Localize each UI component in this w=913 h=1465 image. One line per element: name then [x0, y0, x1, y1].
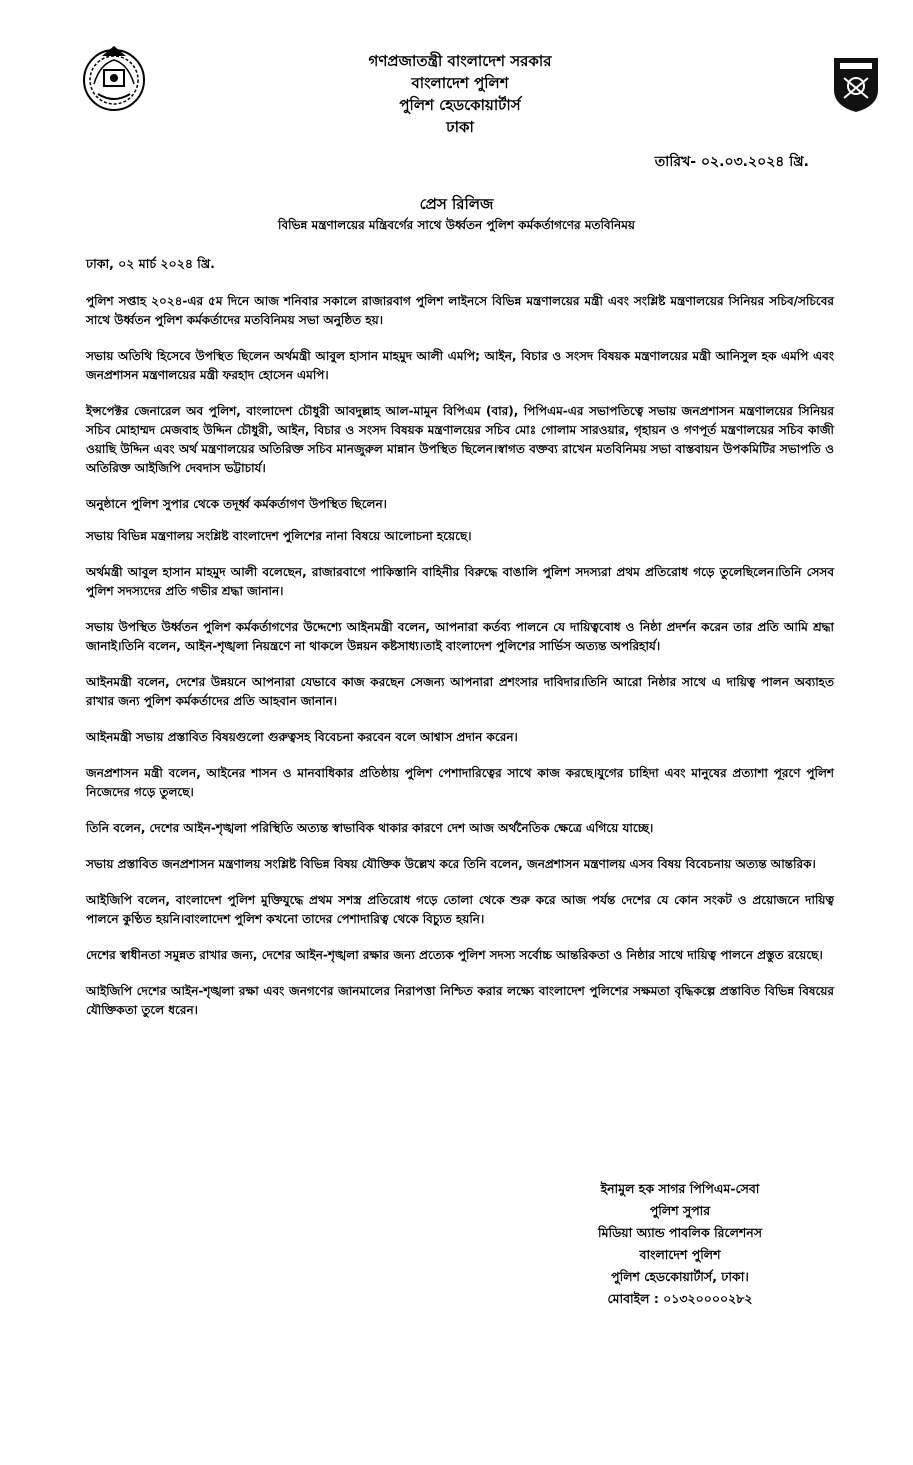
paragraph: সভায় প্রস্তাবিত জনপ্রশাসন মন্ত্রণালয় সংশ্লিষ্ট বিভিন্ন বিষয় যৌক্তিক উল্লেখ করে তিনি বলেন, জনপ্রশাসন মন্ত্রণালয় এসব বিষয় বিবেচনায় অত্যন্ত আন্তরিক।	[86, 857, 816, 871]
signatory-mobile: মোবাইল : ০১৩২০০০০২৮২	[607, 1291, 753, 1306]
paragraph: আইজিপি দেশের আইন-শৃঙ্খলা রক্ষা এবং জনগণের জানমালের নিরাপত্তা নিশ্চিত করার লক্ষ্যে বাংলাদেশ পুলিশের সক্ষমতা বৃদ্ধিকল্পে প্রস্তাবিত বিভিন্ন বিষয়ের যৌক্তিকতা তুলে ধরেন।	[86, 984, 834, 1017]
police-emblem-icon	[80, 44, 148, 112]
paragraph: জনপ্রশাসন মন্ত্রী বলেন, আইনের শাসন ও মানবাধিকার প্রতিষ্ঠায় পুলিশ পেশাদারিত্বের সাথে কাজ করছে।যুগের চাহিদা এবং মানুষের প্রত্যাশা পূরণে পুলিশ নিজেদের গড়ে তুলছে।	[86, 766, 834, 799]
document-title: প্রেস রিলিজ	[419, 195, 494, 213]
signatory-designation: পুলিশ সুপার	[649, 1203, 711, 1218]
paragraph: আইনমন্ত্রী বলেন, দেশের উন্নয়নে আপনারা যেভাবে কাজ করছেন সেজন্য আপনারা প্রশংসার দাবিদার।তিনি আরো নিষ্ঠার সাথে এ দায়িত্ব পালন অব্যাহত রাখার জন্য পুলিশ কর্মকর্তাদের প্রতি আহবান জানান।	[86, 675, 834, 708]
paragraph: অর্থমন্ত্রী আবুল হাসান মাহমুদ আলী বলেছেন, রাজারবাগে পাকিস্তানি বাহিনীর বিরুদ্ধে বাঙালি পুলিশ সদস্যরা প্রথম প্রতিরোধ গড়ে তুলেছিলেন।তিনি সেসব পুলিশ সদস্যদের প্রতি গভীর শ্রদ্ধা জানান।	[86, 565, 834, 598]
paragraph: সভায় উপস্থিত উর্ধ্বতন পুলিশ কর্মকর্তাগণের উদ্দেশ্যে আইনমন্ত্রী বলেন, আপনারা কর্তব্য পালনে যে দায়িত্ববোধ ও নিষ্ঠা প্রদর্শন করেন তার প্রতি আমি শ্রদ্ধা জানাই।তিনি বলেন, আইন-শৃঙ্খলা নিয়ন্ত্রণে না থাকলে উন্নয়ন কষ্টসাধ্য।তাই বাংলাদেশ পুলিশের সার্ভিস অত্যন্ত অপরিহার্য।	[86, 620, 834, 653]
paragraph: পুলিশ সপ্তাহ ২০২৪-এর ৫ম দিনে আজ শনিবার সকালে রাজারবাগ পুলিশ লাইনসে বিভিন্ন মন্ত্রণালয়ের মন্ত্রী এবং সংশ্লিষ্ট মন্ত্রণালয়ের সিনিয়র সচিব/সচিবের সাথে উর্ধ্বতন পুলিশ কর্মকর্তাদের মতবিনিময় সভা অনুষ্ঠিত হয়।	[86, 294, 834, 327]
signatory-office: পুলিশ হেডকোয়ার্টার্স, ঢাকা।	[611, 1269, 749, 1284]
letterhead-line-headquarters: পুলিশ হেডকোয়ার্টার্স	[399, 96, 521, 114]
signature-block	[560, 1178, 800, 1310]
paragraph: আইনমন্ত্রী সভায় প্রস্তাবিত বিষয়গুলো গুরুত্বসহ বিবেচনা করবেন বলে আশ্বাস প্রদান করেন।	[86, 730, 518, 744]
paragraph: সভায় বিভিন্ন মন্ত্রণালয় সংশ্লিষ্ট বাংলাদেশ পুলিশের নানা বিষয়ে আলোচনা হয়েছে।	[86, 529, 472, 543]
paragraph: আইজিপি বলেন, বাংলাদেশ পুলিশ মুক্তিযুদ্ধে প্রথম সশস্ত্র প্রতিরোধ গড়ে তোলা থেকে শুরু করে আজ পর্যন্ত দেশের যে কোন সংকট ও প্রয়োজনে দায়িত্ব পালনে কুণ্ঠিত হয়নি।বাংলাদেশ পুলিশ কখনো তাদের পেশাদারিত্ব থেকে বিচ্যুত হয়নি।	[86, 893, 834, 926]
paragraph: সভায় অতিথি হিসেবে উপস্থিত ছিলেন অর্থমন্ত্রী আবুল হাসান মাহমুদ আলী এমপি; আইন, বিচার ও সংসদ বিষয়ক মন্ত্রণালয়ের মন্ত্রী আনিসুল হক এমপি এবং জনপ্রশাসন মন্ত্রণালয়ের মন্ত্রী ফরহাদ হোসেন এমপি।	[86, 349, 834, 382]
letterhead-line-government: গণপ্রজাতন্ত্রী বাংলাদেশ সরকার	[368, 52, 552, 70]
letterhead-line-city: ঢাকা	[446, 118, 474, 136]
paragraph: অনুষ্ঠানে পুলিশ সুপার থেকে তদূর্ধ্ব কর্মকর্তাগণ উপস্থিত ছিলেন।	[86, 497, 387, 511]
release-body	[86, 292, 834, 1037]
police-shield-icon	[832, 56, 880, 114]
paragraph: দেশের স্বাধীনতা সমুন্নত রাখার জন্য, দেশের আইন-শৃঙ্খলা রক্ষার জন্য প্রত্যেক পুলিশ সদস্য সর্বোচ্চ আন্তরিকতা ও নিষ্ঠার সাথে দায়িত্ব পালনে প্রস্তুত রয়েছে।	[86, 948, 823, 962]
dateline: ঢাকা, ০২ মার্চ ২০২৪ খ্রি.	[86, 256, 215, 271]
paragraph: ইন্সপেক্টর জেনারেল অব পুলিশ, বাংলাদেশ চৌধুরী আবদুল্লাহ আল-মামুন বিপিএম (বার), পিপিএম-এর সভাপতিত্বে সভায় জনপ্রশাসন মন্ত্রণালয়ের সিনিয়র সচিব মোহাম্মদ মেজবাহ উদ্দিন চৌধুরী, আইন, বিচার ও সংসদ বিষয়ক মন্ত্রণালয়ের সচিব মোঃ গোলাম সারওয়ার, গৃহায়ন ও গণপূর্ত মন্ত্রণালয়ের সচিব কাজী ওয়াছি উদ্দিন এবং অর্থ মন্ত্রণালয়ের অতিরিক্ত সচিব মানজুরুল মান্নান উপস্থিত ছিলেন।স্বাগত বক্তব্য রাখেন মতবিনিময় সভা বাস্তবায়ন উপকমিটির সভাপতি ও অতিরিক্ত আইজিপি দেবদাস ভট্টাচার্য।	[86, 404, 834, 475]
letterhead-line-police: বাংলাদেশ পুলিশ	[411, 74, 509, 92]
document-subtitle: বিভিন্ন মন্ত্রণালয়ের মন্ত্রিবর্গের সাথে উর্ধ্বতন পুলিশ কর্মকর্তাগণের মতবিনিময়	[278, 218, 635, 232]
letterhead	[250, 50, 670, 138]
paragraph: তিনি বলেন, দেশের আইন-শৃঙ্খলা পরিস্থিতি অত্যন্ত স্বাভাবিক থাকার কারণে দেশ আজ অর্থনৈতিক ক্ষেত্রে এগিয়ে যাচ্ছে।	[86, 821, 654, 835]
signatory-organization: বাংলাদেশ পুলিশ	[639, 1247, 721, 1262]
issue-date: তারিখ- ০২.০৩.২০২৪ খ্রি.	[654, 154, 809, 170]
signatory-department: মিডিয়া অ্যান্ড পাবলিক রিলেশনস	[598, 1225, 762, 1240]
signatory-name: ইনামুল হক সাগর পিপিএম-সেবা	[600, 1181, 760, 1196]
